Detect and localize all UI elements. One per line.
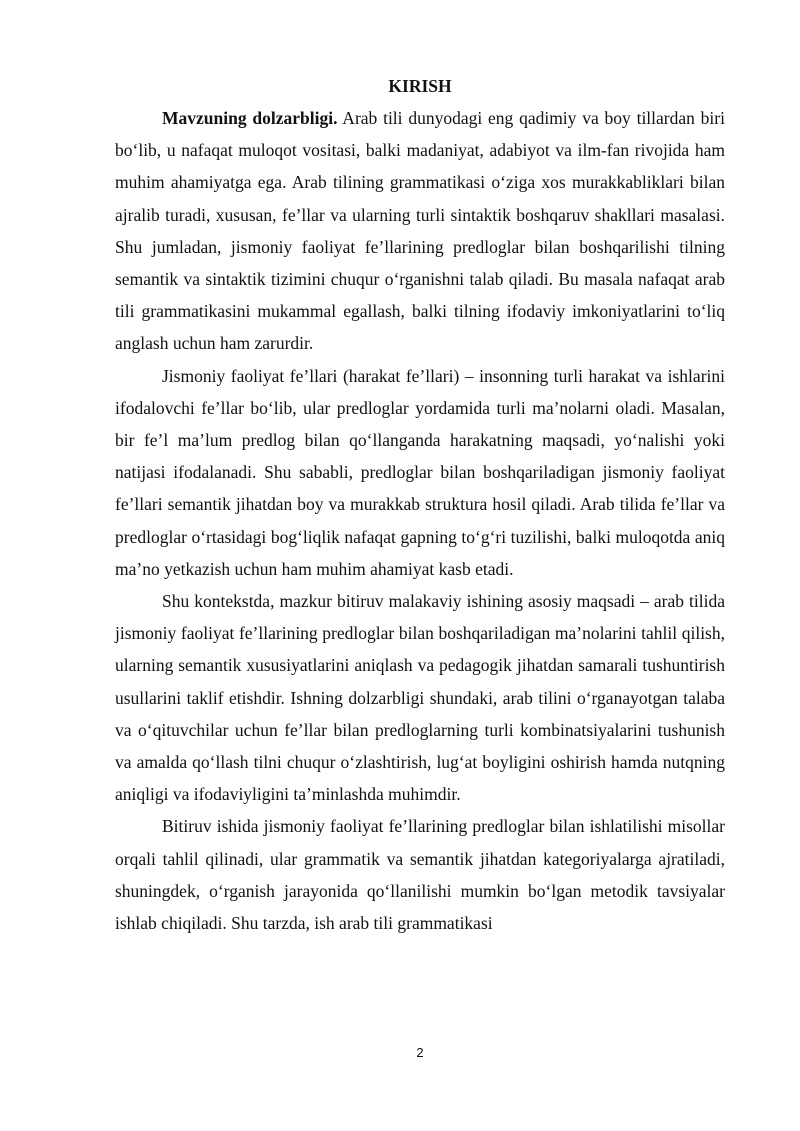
page-number: 2 — [416, 1045, 424, 1060]
paragraph-methods: Bitiruv ishida jismoniy faoliyat fe’llarining predloglar bilan ishlatilishi misollar orqali tahlil qilinadi, ular grammatik va semantik jihatdan kategoriyalarga ajratiladi, shuningdek, o‘rganish jarayonida qo‘llanilishi mumkin bo‘lgan metodik tavsiyalar ishlab chiqiladi. Shu tarzda, ish arab tili grammatikasi — [115, 816, 725, 934]
body-text — [115, 102, 725, 939]
paragraph-text: Arab tili dunyodagi eng qadimiy va boy tillardan biri bo‘lib, u nafaqat muloqot vositasi, balki madaniyat, adabiyot va ilm-fan rivojida ham muhim ahamiyatga ega. Arab tilining grammatikasi o‘ziga xos murakkabliklari bilan ajralib turadi, xususan, fe’llar va ularning turli sintaktik boshqaruv shakllari masalasi. Shu jumladan, jismoniy faoliyat fe’llarining predloglar bilan boshqarilishi tilning semantik va sintaktik tizimini chuqur o‘rganishni talab qiladi. Bu masala nafaqat arab tili grammatikasini mukammal egallash, balki tilning ifodaviy imkoniyatlarini to‘liq anglash uchun ham zarurdir. — [115, 108, 725, 354]
section-heading: KIRISH — [388, 76, 452, 96]
paragraph-physical-verbs: Jismoniy faoliyat fe’llari (harakat fe’llari) – insonning turli harakat va ishlarini ifodalovchi fe’llar bo‘lib, ular predloglar yordamida turli ma’nolarni oladi. Masalan, bir fe’l ma’lum predlog bilan qo‘llanganda harakatning maqsadi, yo‘nalishi yoki natijasi ifodalanadi. Shu sababli, predloglar bilan boshqariladigan jismoniy faoliyat fe’llari semantik jihatdan boy va murakkab struktura hosil qiladi. Arab tilida fe’llar va predloglar o‘rtasidagi bog‘liqlik nafaqat gapning to‘g‘ri tuzilishi, balki muloqotda aniq ma’no yetkazish uchun ham muhim ahamiyat kasb etadi. — [115, 365, 725, 579]
paragraph-purpose: Shu kontekstda, mazkur bitiruv malakaviy ishining asosiy maqsadi – arab tilida jismoniy faoliyat fe’llarining predloglar bilan boshqariladigan ma’nolarini tahlil qilish, ularning semantik xususiyatlarini aniqlash va pedagogik jihatdan samarali tushuntirish usullarini taklif etishdir. Ishning dolzarbligi shundaki, arab tilini o‘rganayotgan talaba va o‘qituvchilar uchun fe’llar bilan predloglarning turli kombinatsiyalarini tushunish va amalda qo‘llash tilni chuqur o‘zlashtirish, lug‘at boyligini oshirish hamda nutqning aniqligi va ifodaviyligini ta’minlashda muhimdir. — [115, 591, 725, 805]
paragraph-relevance — [115, 102, 725, 360]
paragraph-lead-bold: Mavzuning dolzarbligi. — [162, 108, 338, 128]
